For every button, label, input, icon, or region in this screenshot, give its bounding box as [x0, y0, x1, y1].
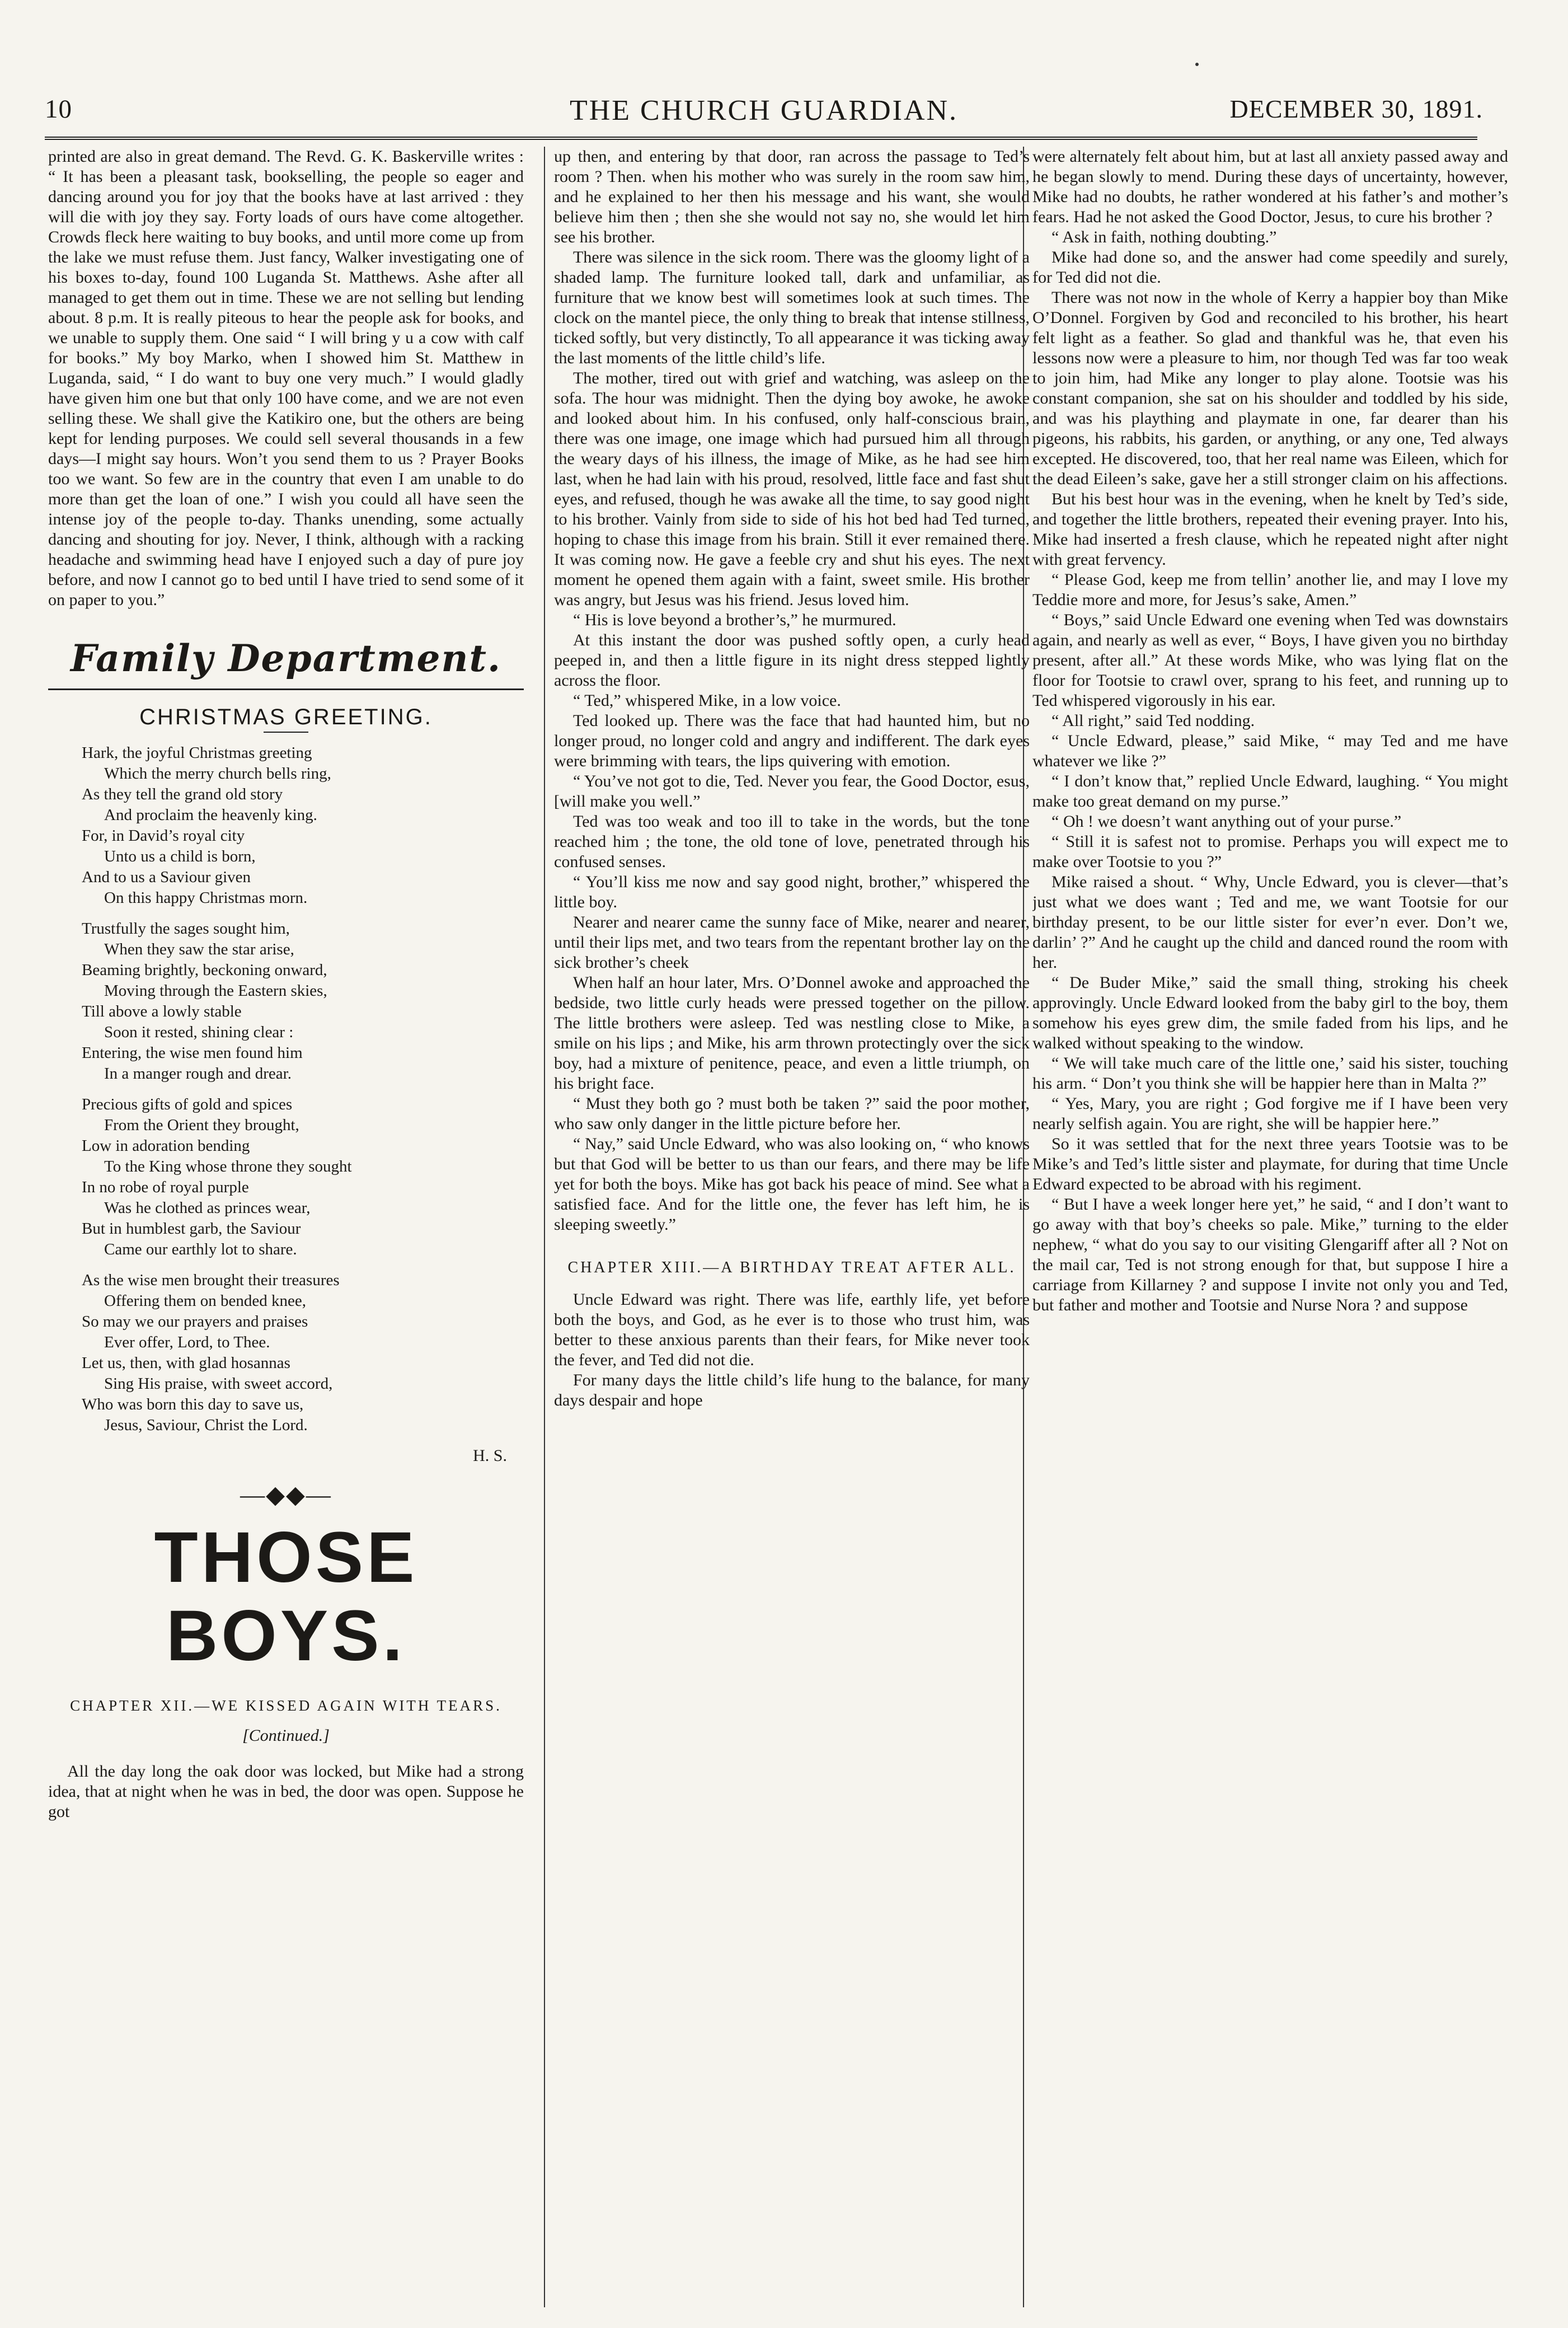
column-rule-1 — [544, 147, 545, 2307]
newspaper-title: THE CHURCH GUARDIAN. — [569, 95, 959, 127]
poem-line: As they tell the grand old story — [82, 785, 283, 803]
paragraph: “ Uncle Edward, please,” said Mike, “ may Ted and me have whatever we like ?” — [1032, 732, 1508, 770]
poem-signature: H. S. — [473, 1446, 507, 1465]
poem-line: Jesus, Saviour, Christ the Lord. — [104, 1416, 308, 1434]
paragraph: Mike had done so, and the answer had come speedily and surely, for Ted did not die. — [1032, 248, 1508, 287]
poem-line: And to us a Saviour given — [82, 868, 251, 886]
paragraph: But his best hour was in the evening, when he knelt by Ted’s side, and together the little brothers, repeated their evening prayer. Into his, Mike had inserted a fresh clause, which he repeated night after night with great fervency. — [1032, 490, 1508, 569]
poem — [82, 743, 524, 1436]
poem-line: For, in David’s royal city — [82, 827, 245, 845]
chapter-heading-2: CHAPTER XIII.—A BIRTHDAY TREAT AFTER ALL. — [567, 1259, 1016, 1276]
poem-stanza — [82, 1270, 524, 1436]
masthead — [45, 94, 1483, 133]
paragraph: Mike raised a shout. “ Why, Uncle Edward, you is clever—that’s just what we does want ; Ted and me, we want Tootsie for our birthday present, to be our little sister for ever’n ever. Don’t we, darlin’ ?” And he caught up the child and danced round the room with her. — [1032, 873, 1508, 972]
poem-line: Ever offer, Lord, to Thee. — [104, 1333, 270, 1351]
paragraph: “ Must they both go ? must both be taken ?” said the poor mother, who saw only danger in the little picture before her. — [554, 1094, 1030, 1133]
poem-line: And proclaim the heavenly king. — [104, 806, 317, 824]
poem-line: Moving through the Eastern skies, — [104, 982, 327, 1000]
poem-line: Offering them on bended knee, — [104, 1292, 307, 1310]
poem-stanza — [82, 1094, 524, 1260]
paragraph: up then, and entering by that door, ran across the passage to Ted’s room ? Then. when his mother who was surely in the room saw him, and he explained to her then his message and his want, she would believe him then ; then she she would not say no, she would let him see his brother. — [554, 147, 1030, 246]
poem-line: Was he clothed as princes wear, — [104, 1199, 311, 1217]
story-paragraph: All the day long the oak door was locked, but Mike had a strong idea, that at night when he was in bed, the door was open. Suppose he got — [48, 1762, 524, 1821]
issue-date: DECEMBER 30, 1891. — [1229, 95, 1483, 123]
section-rule — [48, 688, 524, 690]
paragraph: The mother, tired out with grief and watching, was asleep on the sofa. The hour was midnight. Then the dying boy awoke, he awoke and looked about him. In his confused, only half-conscious brain, there was one image, one image which had pursued him all through the weary days of his illness, the image of Mike, as he had see him last, when he had lain with his proud, resolved, little face and fast shut eyes, and refused, though he was awake all the time, to say good night to his brother. Vainly from side to side of his hot bed had Ted turned, hoping to chase this image from his brain. Still it ever remained there. It was coming now. He gave a feeble cry and shut his eyes. The next moment he opened them again with a faint, sweet smile. His brother was angry, but Jesus was his friend. Jesus loved him. — [554, 369, 1030, 609]
paragraph: were alternately felt about him, but at last all anxiety passed away and he began slowly to mend. During these days of uncertainty, however, Mike had no doubts, he rather wondered at his father’s and mother’s fears. Had he not asked the Good Doctor, Jesus, to cure his brother ? — [1032, 147, 1508, 226]
poem-line: In no robe of royal purple — [82, 1178, 249, 1196]
page-number: 10 — [45, 95, 72, 124]
ornament-divider: —◆◆— — [240, 1481, 332, 1509]
paragraph: At this instant the door was pushed softly open, a curly head peeped in, and then a little figure in its night dress stepped lightly across the floor. — [554, 631, 1030, 690]
poem-line: Sing His praise, with sweet accord, — [104, 1375, 333, 1393]
paragraph: Nearer and nearer came the sunny face of Mike, nearer and nearer, until their lips met, and two tears from the repentant brother lay on the sick brother’s cheek — [554, 913, 1030, 972]
poem-title-rule — [264, 732, 308, 733]
poem-line: On this happy Christmas morn. — [104, 889, 308, 907]
column-2-text-continued — [554, 1290, 1030, 1411]
column-2-text — [554, 147, 1030, 1235]
continued-note: [Continued.] — [242, 1726, 330, 1745]
poem-line: Let us, then, with glad hosannas — [82, 1354, 290, 1372]
column-3-text — [1032, 147, 1508, 1315]
paragraph: “ Ask in faith, nothing doubting.” — [1051, 228, 1277, 246]
poem-line: Soon it rested, shining clear : — [104, 1023, 294, 1041]
chapter-heading: CHAPTER XII.—WE KISSED AGAIN WITH TEARS. — [70, 1697, 502, 1714]
paragraph: “ But I have a week longer here yet,” he said, “ and I don’t want to go away with that boy’s cheeks so pale. Mike,” turning to the elder nephew, “ what do you say to our visiting Glengariff after all ? Not on the mail car, Ted is not strong enough for that, but suppose I hire a carriage from Killarney ? and suppose I invite not only you and Ted, but father and mother and Tootsie and Nurse Nora ? and suppose — [1032, 1195, 1508, 1314]
poem-line: Who was born this day to save us, — [82, 1395, 304, 1413]
paragraph: “ De Buder Mike,” said the small thing, stroking his cheek approvingly. Uncle Edward looked from the baby girl to the boy, them somehow his eyes grew dim, the smile faded from his lips, and he walked without speaking to the window. — [1032, 973, 1508, 1052]
poem-line: As the wise men brought their treasures — [82, 1271, 340, 1289]
paragraph: “ All right,” said Ted nodding. — [1051, 711, 1255, 730]
poem-line: Unto us a child is born, — [104, 847, 256, 865]
poem-title: CHRISTMAS GREETING. — [139, 705, 433, 729]
column-1 — [48, 147, 524, 2307]
paragraph: “ Nay,” said Uncle Edward, who was also looking on, “ who knows but that God will be better to us than our fears, and there may be life yet for both the boys. Mike has got back his peace of mind. See what a satisfied face. And for the little one, the fever has left him, he is sleeping sweetly.” — [554, 1135, 1030, 1234]
poem-line: Precious gifts of gold and spices — [82, 1095, 293, 1113]
column-3 — [1032, 147, 1508, 2307]
paragraph: “ You’ve not got to die, Ted. Never you fear, the Good Doctor, esus, [will make you well.” — [554, 772, 1030, 811]
paragraph: “ Boys,” said Uncle Edward one evening when Ted was downstairs again, and nearly as well as ever, “ Boys, I have given you no birthday present, after all.” At these words Mike, who was lying flat on the floor for Tootsie to crawl over, sprang to his feet, and running up to Ted whispered vigorously in his ear. — [1032, 611, 1508, 710]
column-2 — [554, 147, 1030, 2307]
poem-line: Low in adoration bending — [82, 1137, 250, 1155]
paragraph: When half an hour later, Mrs. O’Donnel awoke and approached the bedside, two little curly heads were pressed together on the pillow. The little brothers were asleep. Ted was nestling close to Mike, a smile on his lips ; and Mike, his arm thrown protectingly over the sick boy, had a mixture of penitence, peace, and even a little triumph, on his bright face. — [554, 973, 1030, 1093]
masthead-rule — [45, 137, 1477, 140]
paragraph: “ I don’t know that,” replied Uncle Edward, laughing. “ You might make too great demand on my purse.” — [1032, 772, 1508, 811]
paragraph: “ Oh ! we doesn’t want anything out of your purse.” — [1051, 812, 1402, 831]
paragraph: “ Yes, Mary, you are right ; God forgive me if I have been very nearly selfish again. You are right, she will be happier here.” — [1032, 1094, 1508, 1133]
poem-line: Trustfully the sages sought him, — [82, 920, 290, 938]
paragraph: “ Still it is safest not to promise. Perhaps you will expect me to make over Tootsie to you ?” — [1032, 832, 1508, 871]
paragraph: For many days the little child’s life hung to the balance, for many days despair and hope — [554, 1371, 1030, 1409]
poem-line: Came our earthly lot to share. — [104, 1240, 297, 1258]
poem-stanza — [82, 743, 524, 908]
ink-speck — [1195, 63, 1199, 66]
paragraph: “ You’ll kiss me now and say good night, brother,” whispered the little boy. — [554, 873, 1030, 911]
paragraph: “ We will take much care of the little one,’ said his sister, touching his arm. “ Don’t you think she will be happier here than in Malta ?” — [1032, 1054, 1508, 1093]
poem-line: Till above a lowly stable — [82, 1003, 242, 1020]
poem-line: When they saw the star arise, — [104, 940, 294, 958]
paragraph: Uncle Edward was right. There was life, earthly life, yet before both the boys, and God, as he ever is to those who trust him, was better to these anxious parents than their fears, for Mike never took the fever, and Ted did not die. — [554, 1290, 1030, 1369]
poem-line: Which the merry church bells ring, — [104, 765, 331, 783]
poem-line: From the Orient they brought, — [104, 1116, 299, 1134]
poem-line: To the King whose throne they sought — [104, 1158, 352, 1175]
poem-line: In a manger rough and drear. — [104, 1065, 292, 1083]
poem-line: So may we our prayers and praises — [82, 1313, 308, 1331]
story-title: THOSE BOYS. — [154, 1517, 418, 1676]
section-heading: Family Department. — [71, 636, 501, 680]
paragraph: “ His is love beyond a brother’s,” he murmured. — [573, 611, 896, 629]
poem-line: But in humblest garb, the Saviour — [82, 1220, 301, 1238]
poem-line: Hark, the joyful Christmas greeting — [82, 744, 312, 762]
paragraph: “ Ted,” whispered Mike, in a low voice. — [573, 691, 841, 710]
paragraph: There was not now in the whole of Kerry a happier boy than Mike O’Donnel. Forgiven by God and reconciled to his brother, his heart felt light as a feather. So glad and thankful was he, that even his lessons now were a pleasure to him, nor though Ted was far too weak to join him, had Mike any longer to play alone. Tootsie was his constant companion, she sat on his shoulder and toddled by his side, and was his plaything and playmate in one, far dearer than his pigeons, his rabbits, his garden, or anything, or any one, Ted always excepted. He discovered, too, that her real name was Eileen, which for the dead Eileen’s sake, gave her a still stronger claim on his affections. — [1032, 288, 1508, 488]
poem-line: Beaming brightly, beckoning onward, — [82, 961, 327, 979]
paragraph: “ Please God, keep me from tellin’ another lie, and may I love my Teddie more and more, for Jesus’s sake, Amen.” — [1032, 570, 1508, 609]
poem-stanza — [82, 919, 524, 1084]
paragraph: Ted looked up. There was the face that had haunted him, but no longer proud, no longer cold and angry and indifferent. The dark eyes were brimming with tears, the lips quivering with emotion. — [554, 711, 1030, 770]
paragraph: There was silence in the sick room. There was the gloomy light of a shaded lamp. The furniture looked tall, dark and unfamiliar, as furniture that we know best will sometimes look at such times. The clock on the mantel piece, the only thing to break that intense stillness, ticked softly, but very distinctly, To all appearance it was ticking away the last moments of the little child’s life. — [554, 248, 1030, 367]
poem-line: Entering, the wise men found him — [82, 1044, 303, 1062]
paragraph: So it was settled that for the next three years Tootsie was to be Mike’s and Ted’s little sister and playmate, for during that time Uncle Edward expected to be abroad with his regiment. — [1032, 1135, 1508, 1193]
paragraph: Ted was too weak and too ill to take in the words, but the tone reached him ; the tone, the old tone of love, penetrated through his confused senses. — [554, 812, 1030, 871]
article-continuation: printed are also in great demand. The Revd. G. K. Baskerville writes : “ It has been a pleasant task, bookselling, the people so eager and dancing around you for joy that the books have at last arrived : they will die with joy they say. Forty loads of ours have come altogether. Crowds fleck here waiting to buy books, and until more come up from the lake we must refuse them. Just fancy, Walker investigating one of his boxes to-day, found 100 Luganda St. Matthews. Ashe after all managed to get them out in time. These we are not selling but lending about. 8 p.m. It is really piteous to hear the people ask for books, and we unable to supply them. One said “ I will bring y u a cow with calf for books.” My boy Marko, when I showed him St. Matthew in Luganda, said, “ I do want to buy one very much.” I would gladly have given him one but that only 100 have come, and we are not even selling these. We shall give the Katikiro one, but the others are being kept for lending purposes. We could sell several thousands in a few days—I might say hours. Won’t you send them to us ? Prayer Books too we want. So few are in the country that even I am unable to do more than get the loan of one.” I wish you could all have seen the intense joy of the people to-day. Thanks unending, some actually dancing and shouting for joy. Never, I think, although with a racking headache and swimming head have I enjoyed such a day of pure joy before, and now I cannot go to bed until I have tried to send some of it on paper to you.” — [48, 147, 524, 609]
